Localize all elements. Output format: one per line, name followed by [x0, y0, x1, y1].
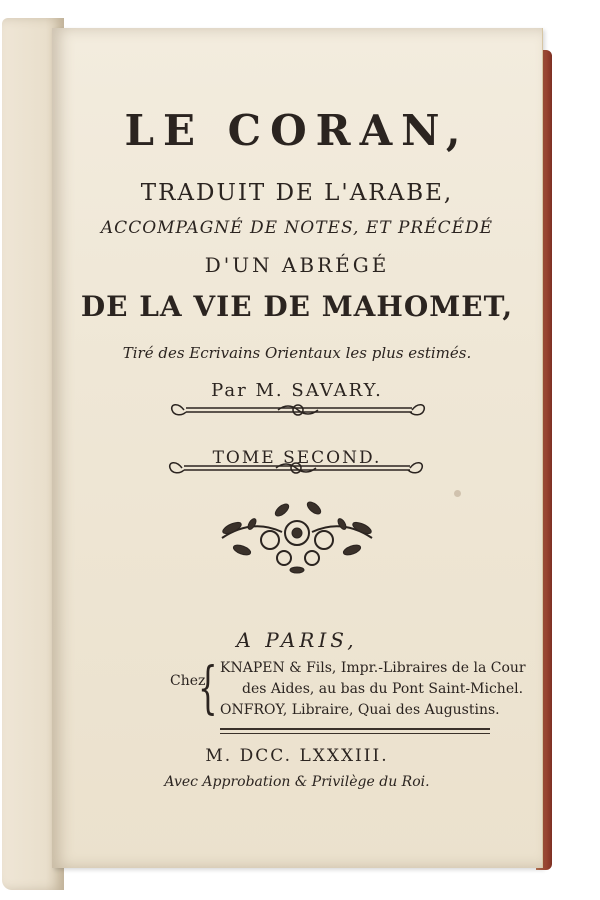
chez-label: Chez: [170, 673, 206, 689]
foxing-spot: [454, 490, 461, 497]
approbation-line: Avec Approbation & Privilège du Roi.: [164, 774, 430, 790]
title-page: [52, 28, 543, 868]
imprint-rule-bottom: [220, 733, 490, 734]
subtitle-abridged: D'UN ABRÉGÉ: [204, 253, 390, 277]
subtitle-translated: TRADUIT DE L'ARABE,: [140, 180, 454, 206]
publisher-line-2: des Aides, au bas du Pont Saint-Michel.: [242, 681, 524, 697]
city-imprint: A PARIS,: [236, 628, 358, 652]
author-line: Par M. SAVARY.: [211, 380, 383, 401]
publication-year: M. DCC. LXXXIII.: [205, 746, 389, 766]
lower-ornament-rule: [52, 448, 542, 488]
floral-vignette: [52, 488, 542, 578]
book-title: LE CORAN,: [124, 106, 470, 155]
publisher-brace: {: [198, 656, 218, 721]
subtitle-sources: Tiré des Ecrivains Orientaux les plus estimés.: [122, 344, 472, 362]
publisher-line-1: KNAPEN & Fils, Impr.-Libraires de la Cour: [220, 660, 526, 676]
subtitle-notes: ACCOMPAGNÉ DE NOTES, ET PRÉCÉDÉ: [100, 218, 494, 238]
upper-ornament-rule: [52, 390, 542, 430]
publisher-line-3: ONFROY, Libraire, Quai des Augustins.: [220, 702, 500, 718]
volume-label: TOME SECOND.: [212, 448, 382, 468]
subtitle-life: DE LA VIE DE MAHOMET,: [80, 290, 514, 323]
imprint-rule-top: [220, 728, 490, 730]
